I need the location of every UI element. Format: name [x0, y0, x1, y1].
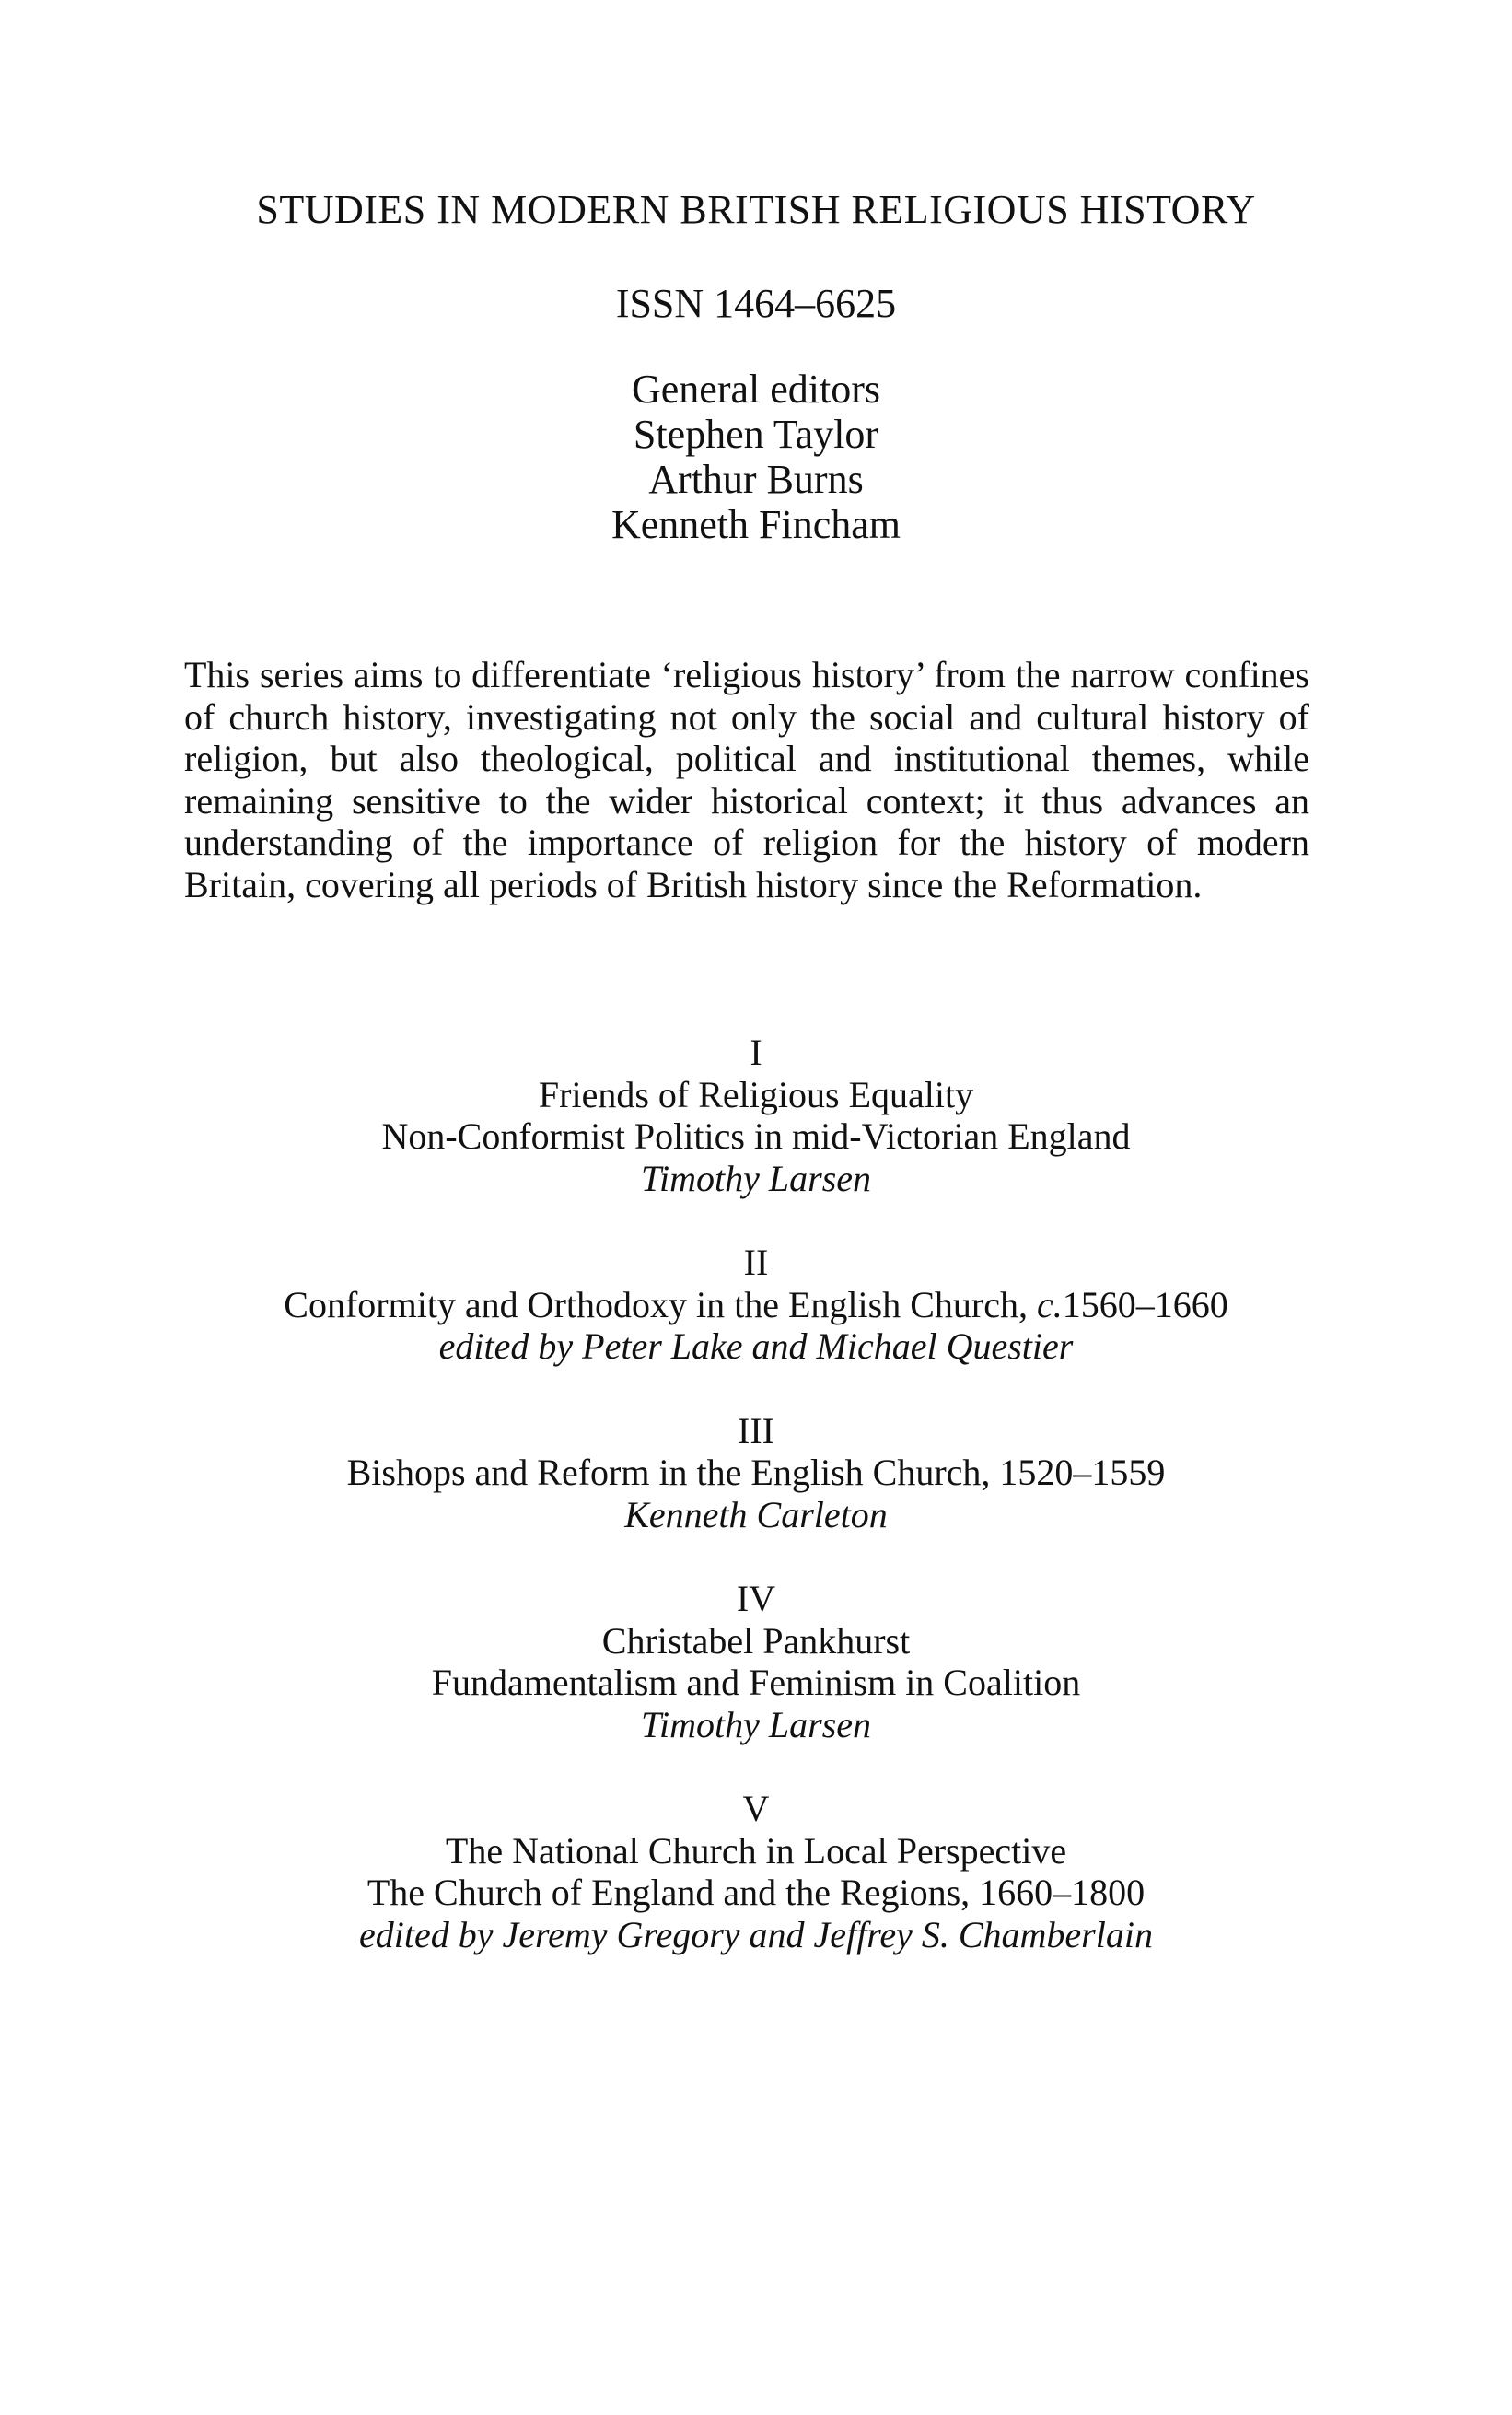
volume-title: The National Church in Local Perspective — [445, 1829, 1067, 1872]
volume-title-main: Conformity and Orthodoxy in the English Church, — [284, 1283, 1037, 1325]
volume-title: Bishops and Reform in the English Church, 1520–1559 — [346, 1452, 1166, 1493]
volume-subtitle: Non-Conformist Politics in mid-Victorian England — [381, 1115, 1131, 1157]
volume-numeral: II — [743, 1242, 769, 1283]
volume-author: Kenneth Carleton — [624, 1493, 888, 1535]
volume-title: Christabel Pankhurst — [601, 1619, 911, 1662]
volume-numeral: III — [738, 1409, 774, 1452]
volume-list — [0, 1032, 1512, 1998]
series-title: STUDIES IN MODERN BRITISH RELIGIOUS HISTORY — [256, 187, 1256, 232]
volume-author: Timothy Larsen — [640, 1157, 872, 1199]
editors-block — [0, 367, 1512, 547]
volume-numeral: V — [742, 1788, 770, 1829]
volume-numeral: IV — [736, 1578, 776, 1619]
volume-author: Timothy Larsen — [640, 1703, 872, 1745]
editor-name: Stephen Taylor — [633, 412, 879, 457]
volume-entry-2 — [0, 1242, 1512, 1368]
volume-entry-4 — [0, 1578, 1512, 1745]
volume-author: edited by Peter Lake and Michael Questier — [438, 1325, 1074, 1367]
volume-author: edited by Jeremy Gregory and Jeffrey S. Chamberlain — [359, 1913, 1153, 1955]
volume-title — [0, 1284, 1512, 1326]
volume-numeral: I — [750, 1032, 762, 1073]
editor-name: Arthur Burns — [648, 457, 864, 502]
volume-title-circa: c. — [1036, 1283, 1063, 1325]
volume-subtitle: Fundamentalism and Feminism in Coalition — [431, 1662, 1081, 1703]
volume-title: Friends of Religious Equality — [538, 1073, 974, 1115]
volume-entry-3 — [0, 1410, 1512, 1536]
editor-name: Kenneth Fincham — [611, 502, 901, 547]
series-description: This series aims to differentiate ‘religious history’ from the narrow confines of church history, investigating not only the social and cultural history of religion, but also theological, political and institutional themes, while remaining sensitive to the wider historical context; it thus advances an understanding of the importance of religion for the history of modern Britain, covering all periods of British history since the Reformation. — [184, 654, 1309, 905]
issn: ISSN 1464–6625 — [615, 281, 897, 326]
volume-entry-1 — [0, 1032, 1512, 1199]
volume-title-years: 1560–1660 — [1062, 1283, 1228, 1325]
volume-subtitle: The Church of England and the Regions, 1660–1800 — [366, 1872, 1146, 1913]
editors-heading: General editors — [632, 367, 880, 412]
volume-entry-5 — [0, 1788, 1512, 1955]
